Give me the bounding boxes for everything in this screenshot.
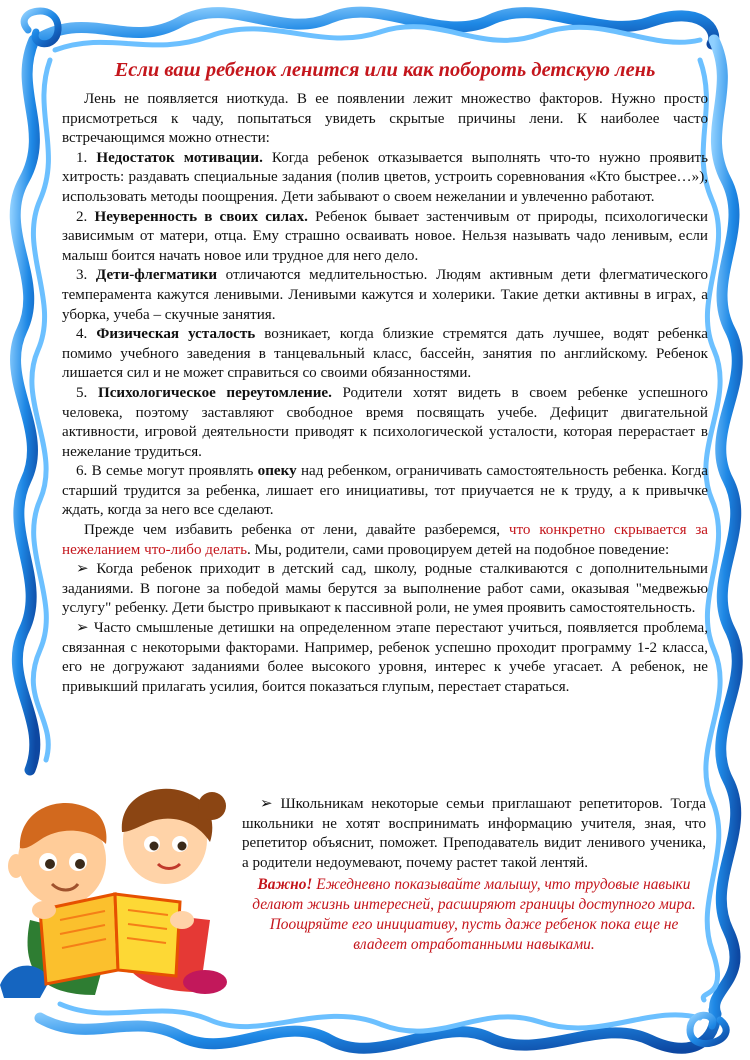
list-item <box>62 325 708 384</box>
important-label: Важно! <box>257 876 313 894</box>
paragraph-text: Прежде чем избавить ребенка от лени, давайте разберемся, <box>84 522 509 539</box>
item-text: отличаются медлительностью. Людям активным дети флегматического темперамента кажутся ленивыми. Ленивыми кажутся и холерики. Такие детки активны в играх, а уборка, учеба – скучные занятия. <box>62 267 708 323</box>
arrow-bullet-icon: ➢ <box>76 620 89 637</box>
bullet-text: Часто смышленые детишки на определенном этапе перестают учиться, появляется проблема, связанная с некоторыми факторами. Например, ребенок успешно проходит программу 1-2 класса, его не догружают заданиями более высокого уровня, интерес к учебе угасает. А ребенок, не привыкший прилагать усилия, боится показаться глупым, перестает стараться. <box>62 620 708 695</box>
item-text: Родители хотят видеть в своем ребенке успешного человека, поэтому заставляют свободное время посвящать учебе. Дефицит двигательной активности, игровой деятельности приводят к психологической усталости, которая перерастает в нежелание трудиться. <box>62 384 708 460</box>
paragraph-text: . Мы, родители, сами провоцируем детей на подобное поведение: <box>247 541 670 558</box>
final-section <box>242 795 706 955</box>
item-heading: Дети-флегматики <box>95 267 218 284</box>
kids-reading-illustration <box>0 770 240 1000</box>
item-heading: Неуверенность в своих силах. <box>94 208 308 225</box>
item-number: 3. <box>76 267 88 284</box>
important-text: Ежедневно показывайте малышу, что трудовые навыки делают жизнь интересней, расширяют границы доступного мира. Поощряйте его инициативу, пусть даже ребенок пока еще не владеет отработанными навыками. <box>252 876 696 954</box>
frame-top <box>40 12 714 44</box>
item-number: 6. <box>76 463 88 480</box>
bullet-item <box>242 795 706 873</box>
page-title: Если ваш ребенок ленится или как побороть детскую лень <box>114 59 656 81</box>
list-item <box>62 384 708 462</box>
item-text: над ребенком, ограничивать самостоятельность ребенка. Когда старший трудится за ребенка, лишает его инициативы, тот приучается не к труду, а к привычке ждать, когда за него все сделают. <box>62 463 708 519</box>
transition-paragraph <box>62 521 708 560</box>
frame-bottom <box>40 1010 715 1048</box>
item-heading: опеку <box>257 463 297 480</box>
bullet-item <box>62 619 708 697</box>
item-heading: Психологическое переутомление. <box>97 384 332 401</box>
item-number: 1. <box>76 149 88 166</box>
item-number: 5. <box>76 384 88 401</box>
list-item <box>62 208 708 267</box>
bullet-text: Школьникам некоторые семьи приглашают репетиторов. Тогда школьники не хотят воспринимать информацию учителя, зная, что репетитор объяснит, поможет. Преподаватель видит ленивого ученика, а родители недоумевают, почему растет такой лентяй. <box>242 796 706 871</box>
item-text: Когда ребенок отказывается выполнять что-то нужно проявить хитрость: раздавать специальные задания (полив цветов, устроить соревнования «Кто быстрее…»), использовать методы поощрения. Дети забывают о своем нежелании и увлеченно работают. <box>62 149 709 205</box>
highlighted-text: что конкретно скрывается за нежеланием что-либо делать <box>62 522 708 558</box>
item-text: В семье могут проявлять <box>87 463 258 480</box>
bullet-item <box>62 560 708 619</box>
arrow-bullet-icon: ➢ <box>76 561 89 578</box>
open-book <box>40 894 180 984</box>
item-heading: Недостаток мотивации. <box>96 149 263 166</box>
arrow-bullet-icon: ➢ <box>260 796 273 812</box>
item-text: возникает, когда близкие стремятся дать лучшее, водят ребенка помимо учебного заведения в танцевальный класс, бассейн, занятия по английскому. Ребенок лишается сил и не может справиться со своими обязанностями. <box>62 326 708 382</box>
list-item <box>62 462 708 521</box>
list-item <box>62 266 708 325</box>
item-heading: Физическая усталость <box>96 326 256 343</box>
frame-left <box>15 40 35 770</box>
bullet-text: Когда ребенок приходит в детский сад, школу, родные сталкиваются с дополнительными заданиями. В погоне за победой мамы берутся за выполнение работ сами, оказывая "медвежью услугу" ребенку. Дети быстро привыкают к пассивной роли, не умея проявить самостоятельность. <box>62 561 708 617</box>
list-item <box>62 149 708 208</box>
item-number: 2. <box>76 208 88 225</box>
item-number: 4. <box>76 326 88 343</box>
item-text: Ребенок бывает застенчивым от природы, психологически зависимым от матери, отца. Ему страшно осваивать новое. Нельзя называть чадо ленивым, если малыш боится начать новое или трудное для него дело. <box>62 208 708 264</box>
important-note <box>242 875 706 955</box>
intro-paragraph: Лень не появляется ниоткуда. В ее появлении лежит множество факторов. Нужно просто присмотреться к чаду, попытаться увидеть скрытые причины лени. К наиболее часто встречающимся можно отнести: <box>62 91 708 147</box>
